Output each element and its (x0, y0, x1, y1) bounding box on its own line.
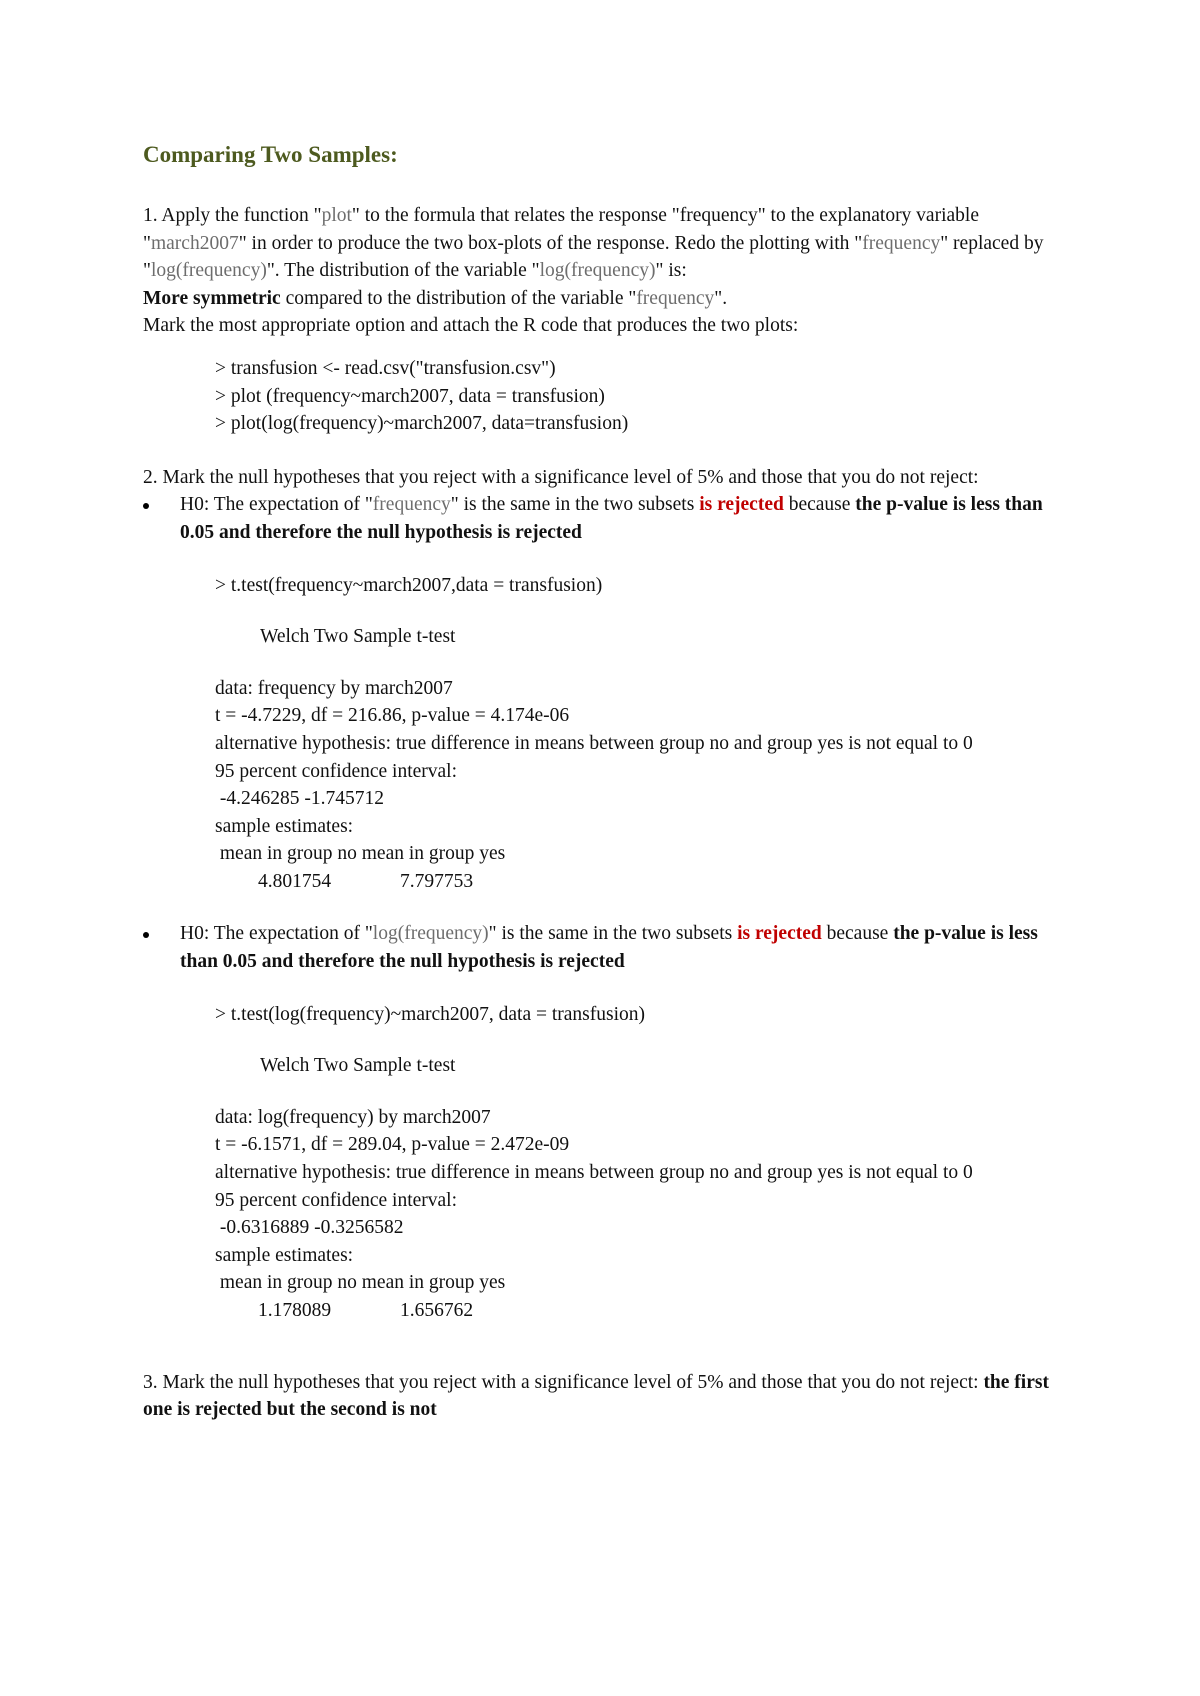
code-line: > plot(log(frequency)~march2007, data=transfusion) (215, 413, 629, 435)
h2-ttest-output (215, 1001, 1063, 1325)
ttest-command: > t.test(frequency~march2007,data = transfusion) (215, 574, 603, 596)
hypothesis-2: H0: The expectation of "log(frequency)" is the same in the two subsets is rejected because the p-value is less than 0.05 and therefore the null hypothesis is rejected (143, 920, 1063, 975)
welch-title: Welch Two Sample t-test (260, 626, 456, 648)
q1-code-block (215, 355, 1063, 438)
output-line: data: log(frequency) by march2007 (215, 1106, 491, 1128)
estimates-row: 4.801754 7.797753 (258, 870, 474, 892)
output-line: alternative hypothesis: true difference in means between group no and group yes is not equal to 0 (215, 732, 973, 754)
output-line: -0.6316889 -0.3256582 (215, 1217, 404, 1239)
q3-answer: the first one is rejected but the second is not (143, 1371, 1049, 1421)
output-line: t = -4.7229, df = 216.86, p-value = 4.174e-06 (215, 705, 570, 727)
rejected-label: is rejected (737, 923, 822, 945)
output-line: -4.246285 -1.745712 (215, 788, 384, 810)
reason-text: the p-value is less than 0.05 and therefore the null hypothesis is rejected (180, 494, 1043, 543)
output-line: data: frequency by march2007 (215, 677, 453, 699)
question-2-intro: 2. Mark the null hypotheses that you reject with a significance level of 5% and those that you do not reject: (143, 466, 979, 488)
code-line: > plot (frequency~march2007, data = transfusion) (215, 385, 605, 407)
output-line: mean in group no mean in group yes (215, 1272, 506, 1294)
output-line: alternative hypothesis: true difference in means between group no and group yes is not equal to 0 (215, 1162, 973, 1184)
question-3: 3. Mark the null hypotheses that you reject with a significance level of 5% and those that you do not reject: the first one is rejected but the second is not (143, 1371, 1049, 1421)
hypothesis-1: H0: The expectation of "frequency" is the same in the two subsets is rejected because the p-value is less than 0.05 and therefore the null hypothesis is rejected (143, 491, 1063, 546)
section-title: Comparing Two Samples: (143, 142, 398, 167)
output-line: 95 percent confidence interval: (215, 760, 458, 782)
output-line: sample estimates: (215, 815, 354, 837)
bullet-icon (143, 932, 149, 938)
h1-ttest-output (215, 572, 1063, 896)
bullet-icon (143, 503, 149, 509)
output-line: 95 percent confidence interval: (215, 1189, 458, 1211)
output-line: sample estimates: (215, 1244, 354, 1266)
ttest-command: > t.test(log(frequency)~march2007, data = transfusion) (215, 1003, 645, 1025)
rejected-label: is rejected (699, 494, 784, 516)
welch-title: Welch Two Sample t-test (260, 1055, 456, 1077)
document-content (143, 140, 1063, 1424)
q1-answer: More symmetric (143, 287, 281, 309)
estimates-row: 1.178089 1.656762 (258, 1300, 474, 1321)
q1-instruction: Mark the most appropriate option and attach the R code that produces the two plots: (143, 315, 799, 337)
reason-text: the p-value is less than 0.05 and therefore the null hypothesis is rejected (180, 923, 1038, 973)
code-line: > transfusion <- read.csv("transfusion.csv") (215, 357, 556, 379)
question-1: 1. Apply the function "plot" to the formula that relates the response "frequency" to the explanatory variable "march2007" in order to produce the two box-plots of the response. Redo the plotting with "frequency" replaced by "log(frequency)". The distribution of the variable "log(frequency)" is: More symmetric compared to the distribution of the variable "frequency". (143, 205, 1044, 309)
output-line: mean in group no mean in group yes (215, 843, 506, 865)
output-line: t = -6.1571, df = 289.04, p-value = 2.472e-09 (215, 1134, 570, 1156)
